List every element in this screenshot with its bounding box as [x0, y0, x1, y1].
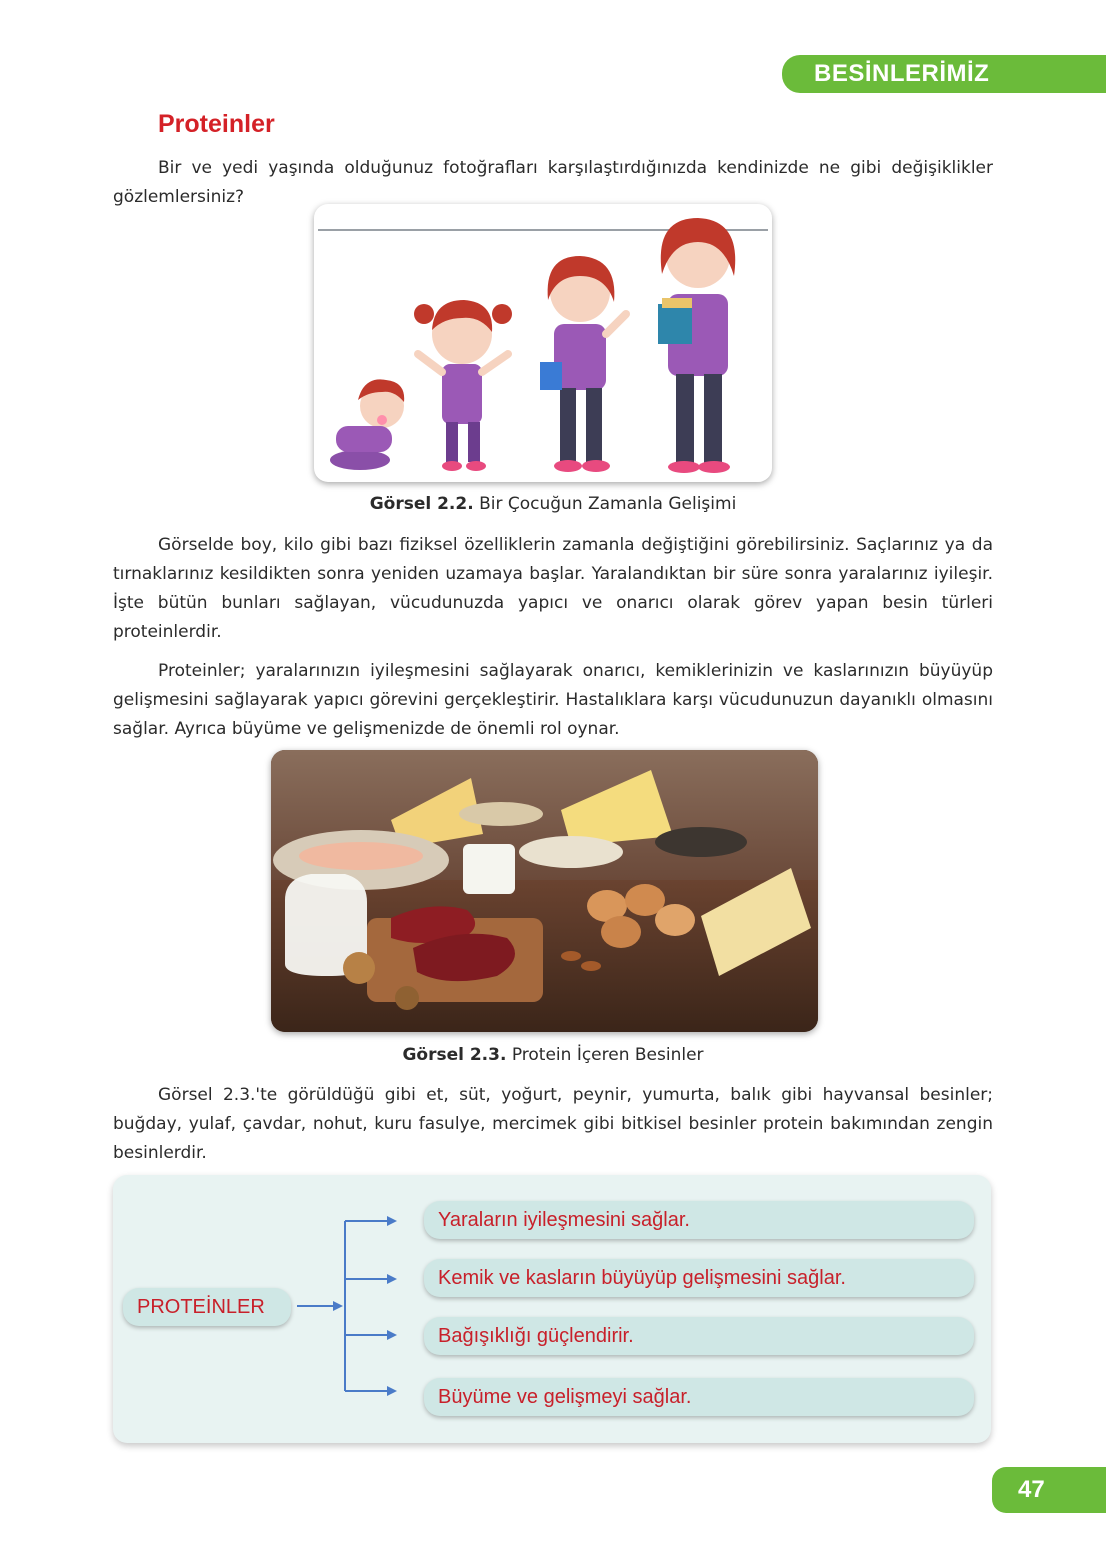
figure-2-3-label: Görsel 2.3. [402, 1045, 507, 1065]
intro-question: Bir ve yedi yaşında olduğunuz fotoğrafları karşılaştırdığınızda kendinizde ne gibi değişiklikler gözlemlersiniz? [113, 158, 993, 207]
child-figure [540, 256, 626, 472]
figure-2-3-caption [0, 1045, 1106, 1065]
child-growth-drawing [314, 204, 772, 482]
figure-2-2-text: Bir Çocuğun Zamanla Gelişimi [479, 494, 737, 514]
protein-functions-diagram [113, 1175, 991, 1443]
diagram-item-4: Büyüme ve gelişmeyi sağlar. [424, 1378, 974, 1416]
chapter-tab: BESİNLERİMİZ [782, 55, 1106, 93]
diagram-root: PROTEİNLER [123, 1288, 291, 1326]
child-growth-illustration [314, 204, 772, 482]
protein-foods-drawing [271, 750, 818, 1032]
paragraph-1: Görselde boy, kilo gibi bazı fiziksel özelliklerin zamanla değiştiğini görebilirsiniz. Saçlarınız ya da tırnaklarınız kesildikten sonra yeniden uzamaya başlar. Yaralandıktan bir süre sonra yaralarınız iyileşir. İşte bütün bunları sağlayan, vücudunuzda yapıcı ve onarıcı olarak görev yapan besin türleri proteinlerdir. [113, 535, 993, 642]
diagram-item-3: Bağışıklığı güçlendirir. [424, 1317, 974, 1355]
paragraph-3: Görsel 2.3.'te görüldüğü gibi et, süt, yoğurt, peynir, yumurta, balık gibi hayvansal besinler; buğday, yulaf, çavdar, nohut, kuru fasulye, mercimek gibi bitkisel besinler protein bakımından zengin besinlerdir. [113, 1085, 993, 1163]
figure-2-3-text: Protein İçeren Besinler [511, 1045, 704, 1065]
paragraph-2: Proteinler; yaralarınızın iyileşmesini sağlayarak onarıcı, kemiklerinizin ve kaslarınızın büyüyüp gelişmesini sağlayarak yapıcı görevini gerçekleştirir. Hastalıklara karşı vücudunuzun dayanıklı olmasını sağlar. Ayrıca büyüme ve gelişmenizde de önemli rol oynar. [113, 661, 993, 739]
baby-figure [330, 379, 404, 470]
older-girl-figure [658, 218, 735, 473]
protein-foods-photo [271, 750, 818, 1032]
diagram-item-1: Yaraların iyileşmesini sağlar. [424, 1201, 974, 1239]
diagram-item-2: Kemik ve kasların büyüyüp gelişmesini sağlar. [424, 1259, 974, 1297]
section-title: Proteinler [158, 110, 275, 138]
page-number: 47 [992, 1467, 1106, 1513]
figure-2-2-label: Görsel 2.2. [369, 494, 474, 514]
toddler-figure [414, 300, 512, 471]
figure-2-2-caption [0, 494, 1106, 514]
